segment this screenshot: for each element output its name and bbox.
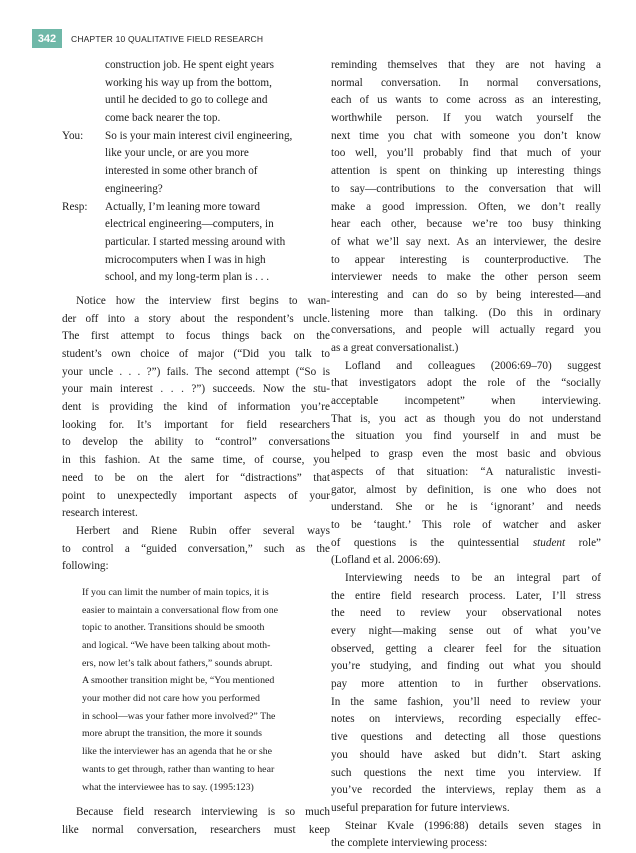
text-line: in school—was your father more involved?” The <box>82 710 276 722</box>
text-line: to say—contributions to the conversation that will <box>331 182 601 195</box>
emphasis: student <box>532 536 566 549</box>
text-line: worthwhile person. If you watch yourself the <box>331 112 601 125</box>
text-line: interviewer needs to make the other person seem <box>331 271 601 284</box>
text-line: make a good impression. Often, we don’t really <box>331 200 601 213</box>
left-column <box>62 57 330 840</box>
text-line: your main interest . . . ?”) succeeds. Now the stu- <box>62 383 330 396</box>
text-line: like your uncle, or are you more <box>105 147 249 160</box>
text-line: particular. I started messing around with <box>105 235 286 248</box>
text-line: tive questions and detecting all those questions <box>331 731 601 744</box>
text-line: following: <box>62 560 109 573</box>
text-line: If you can limit the number of main topics, it is <box>82 586 269 598</box>
text-line: every night—making sense out of what you’ve <box>331 625 601 637</box>
text-line: point to unexpectedly important aspects of your <box>62 489 330 502</box>
text-line: to control a “guided conversation,” such as the <box>62 542 330 555</box>
text-line: observed, getting a clearer feel for the situation <box>331 642 601 655</box>
text-line: interesting and can do so by being interested—and <box>331 288 601 301</box>
text-line: pay more attention to in further observations. <box>331 678 601 691</box>
paragraph <box>62 523 330 576</box>
speaker-label: Resp: <box>62 200 88 213</box>
text-line: Interviewing needs to be an integral part of <box>345 571 601 584</box>
text-line: the situation you find yourself in and must be <box>331 430 601 443</box>
text-line: your mother did not care how you performed <box>82 693 260 705</box>
text-line: In the same fashion, you’ll need to review your <box>331 695 601 708</box>
text-line: useful preparation for future interviews. <box>331 801 510 814</box>
text-line: attention is spent on thinking up interesting things <box>331 165 601 178</box>
text-line: hear each other, because we’re too busy thinking <box>331 218 601 231</box>
text-line: The first attempt to focus things back on the <box>62 330 330 343</box>
right-column <box>331 57 601 853</box>
text-line: electrical engineering—computers, in <box>105 218 274 231</box>
text-line: your uncle . . . ?”) fails. The second attempt (“So is <box>62 365 330 378</box>
text-line: like normal conversation, researchers must keep <box>62 823 330 836</box>
paragraph <box>331 818 601 853</box>
text-line: until he decided to go to college and <box>105 94 268 107</box>
text-line: what the interviewee has to say. (1995:123) <box>82 781 254 793</box>
text-line: Because field research interviewing is so much <box>76 806 330 819</box>
speaker-label: You: <box>62 129 84 142</box>
dialogue-resp <box>62 199 330 287</box>
text-line: such questions the next time you interview. If <box>331 766 601 779</box>
text-line: you should have asked but didn’t. Start asking <box>331 748 601 761</box>
text-line: working his way up from the bottom, <box>105 76 272 89</box>
text-line: acceptable incompetent” when interviewing. <box>331 395 601 408</box>
text-line: wants to get through, rather than wanting to hear <box>82 763 275 775</box>
dialogue-you <box>62 128 330 199</box>
text-span: of questions is the quintessential <box>331 536 533 549</box>
text-line: reminding themselves that they are not having a <box>331 59 601 71</box>
text-line: research interest. <box>62 507 138 520</box>
text-line: dent is providing the kind of information you’re <box>62 401 330 414</box>
text-line: Actually, I’m leaning more toward <box>105 200 260 213</box>
text-line: helped to grasp even the most basic and obvious <box>331 448 601 461</box>
chapter-title: CHAPTER 10 QUALITATIVE FIELD RESEARCH <box>71 33 264 44</box>
text-line: easier to maintain a conversational flow from one <box>82 604 279 616</box>
text-line: student’s own choice of major (“Did you talk to <box>62 348 330 360</box>
text-line: (Lofland et al. 2006:69). <box>331 554 441 567</box>
text-line: interested in some other branch of <box>105 165 258 178</box>
paragraph <box>62 293 330 523</box>
text-line: der off into a story about the respondent’s uncle. <box>62 312 330 325</box>
running-header <box>32 29 263 48</box>
text-line: notes on interviews, recording especially effec- <box>331 713 601 726</box>
text-line: conversations, and people will actually regard you <box>331 324 601 337</box>
text-line: the need to review your observational notes <box>331 607 601 620</box>
text-line: that investigators adopt the role of the “socially <box>331 377 601 390</box>
text-line: understand. She or he is ‘ignorant’ and needs <box>331 501 601 514</box>
text-line: microcomputers when I was in high <box>105 253 266 266</box>
paragraph <box>331 57 601 358</box>
text-line: each of us wants to come across as an interesting, <box>331 94 601 107</box>
text-line: engineering? <box>105 182 163 195</box>
text-line: topic to another. Transitions should be smooth <box>82 622 265 634</box>
text-line: the complete interviewing process: <box>331 837 488 850</box>
text-line: to be ‘taught.’ This role of watcher and asker <box>331 518 601 531</box>
dialogue-continuation <box>62 57 330 128</box>
text-line: listening more than talking. (Do this in ordinary <box>331 306 601 319</box>
text-line: Notice how the interview first begins to wan- <box>76 294 330 307</box>
text-line: gator, almost by definition, is one who does not <box>331 483 601 496</box>
text-line: Herbert and Riene Rubin offer several ways <box>76 524 330 537</box>
block-quote <box>82 584 314 796</box>
text-line: in this fashion. At the same time, of course, you <box>62 454 330 467</box>
text-line: you’re studying, and finding out what you should <box>331 660 601 673</box>
text-line: normal conversation. In normal conversations, <box>331 76 601 89</box>
text-line: looking for. It’s important for field researchers <box>62 418 330 431</box>
text-line: come back nearer the top. <box>105 112 221 125</box>
text-line: as a great conversationalist.) <box>331 342 459 354</box>
text-line: Steinar Kvale (1996:88) details seven stages in <box>345 819 601 832</box>
text-line: more abrupt the transition, the more it sounds <box>82 728 262 740</box>
text-line: to develop the ability to “control” conversations <box>62 436 330 449</box>
text-line: aspects of that situation: “A naturalistic investi- <box>331 465 601 478</box>
text-line: Lofland and colleagues (2006:69–70) suggest <box>345 359 601 372</box>
paragraph <box>331 570 601 818</box>
text-line <box>331 535 601 553</box>
text-line: of what we’ll say next. As an interviewer, the desire <box>331 235 601 248</box>
text-line: the entire field research process. Later, I’ll stress <box>331 589 601 602</box>
text-line: So is your main interest civil engineering, <box>105 129 293 142</box>
paragraph <box>331 358 601 570</box>
text-line: construction job. He spent eight years <box>105 59 275 71</box>
text-line: That is, you act as though you do not understand <box>331 412 601 425</box>
page-number: 342 <box>32 29 62 48</box>
text-span: role” <box>565 536 602 549</box>
text-line: need to be on the alert for “distractions” that <box>62 471 330 484</box>
paragraph <box>62 804 330 839</box>
text-line: next time you chat with someone you don’t know <box>331 129 601 142</box>
text-line: and logical. “We have been talking about moth- <box>82 640 271 651</box>
text-line: ers, now let’s talk about fathers,” sounds abrupt. <box>82 657 273 669</box>
text-line: school, and my long-term plan is . . . <box>105 271 270 284</box>
text-line: you’ve recorded the interviews, replay them as a <box>331 784 601 797</box>
text-line: to appear interesting is counterproductive. The <box>331 253 601 266</box>
text-line: too well, you’ll probably find that much of your <box>331 147 601 160</box>
text-line: like the interviewer has an agenda that he or she <box>82 746 273 758</box>
text-line: A smoother transition might be, “You mentioned <box>82 675 275 687</box>
